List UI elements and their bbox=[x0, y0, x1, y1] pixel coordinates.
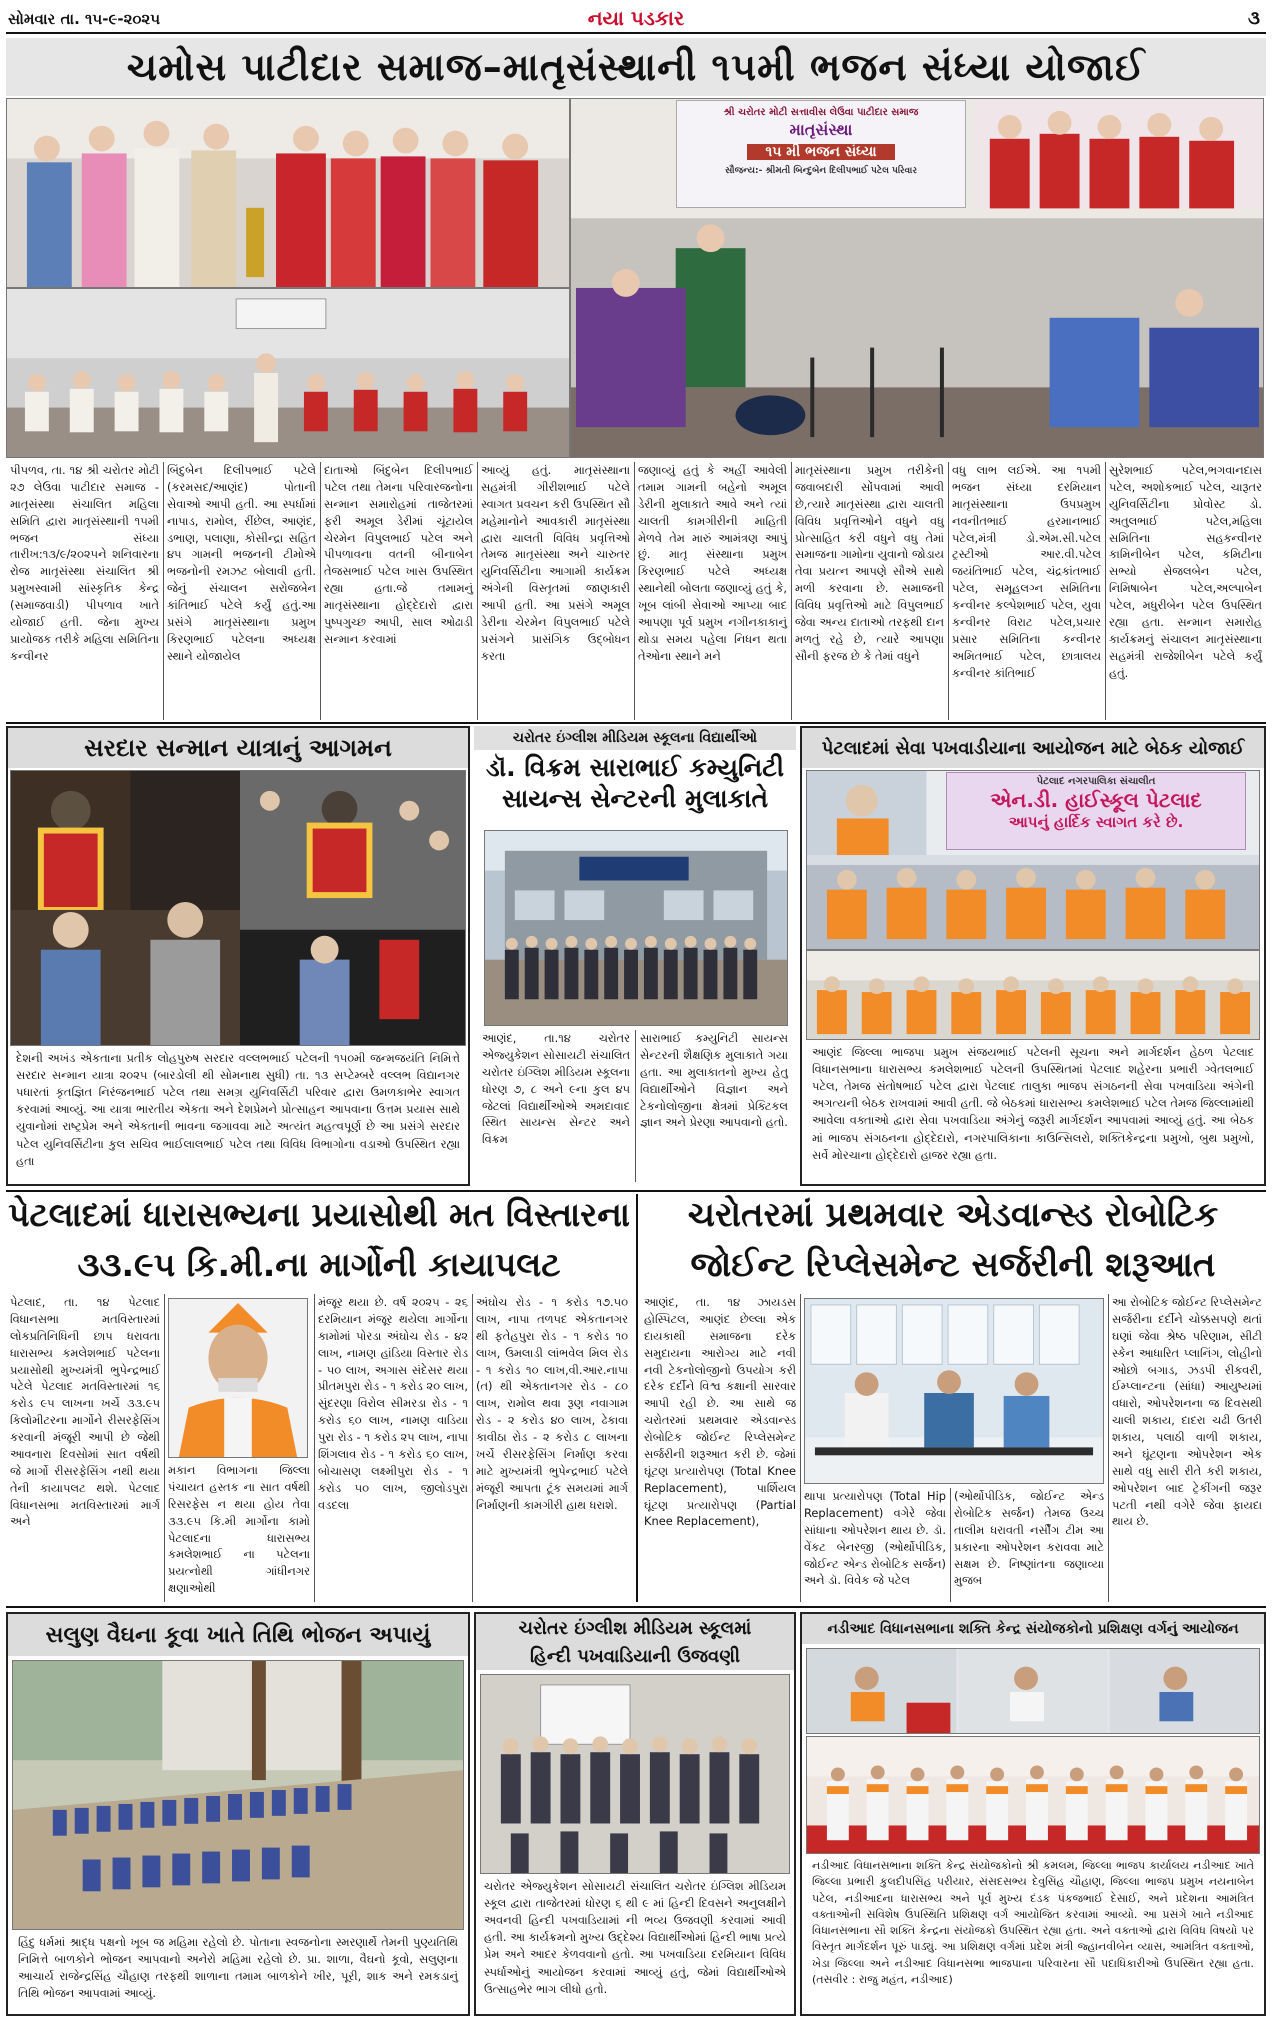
banner-line-2: માતૃસંસ્થા bbox=[789, 120, 853, 139]
story6-col-3: (ઓર્થોપીડિક, જોઈન્ટ એન્ડ રોબોટિક સર્જન) તેમજ ઉચ્ચ તાલીમ ધરાવતી નર્સીંગ ટીમ આ પ્રકારના ઓપરેશન કરાવવા માટે સક્ષમ છે. નિષ્ણાંતના જણાવ્યા મુજબ bbox=[954, 1489, 1104, 1588]
story1-photo-hall bbox=[6, 288, 570, 458]
story1-col-5: જણાવ્યું હતું કે અહીં આવેલી તમામ ગામની બહેનો અમૂલ ડેરીની મુલાકાતે આવે અને ત્યાં ચાલતી કામગીરીની માહિતી મેળવે તેમ મારું આમંત્રણ આપું છું. માતૃ સંસ્થાના પ્રમુખ કિરણભાઈ પટેલે અધ્યક્ષ સ્થાનેથી બોલતા જણાવ્યું હતું કે, ખૂબ લાંબી સેવાઓ આપ્યા બાદ આપણા પૂર્વ પ્રમુખ નગીનકાકાનું થોડા સમય પહેલા નિધન થતા તેઓના સ્થાને મને bbox=[638, 463, 787, 663]
story6-headline-1: ચરોતરમાં પ્રથમવાર એડવાન્સ્ડ રોબોટિક bbox=[687, 1195, 1219, 1235]
story2-photo bbox=[10, 770, 466, 1046]
story8-headline-2: હિન્દી પખવાડિયાની ઉજવણી bbox=[476, 1642, 794, 1670]
story6-col-2: થાપા પ્રત્યારોપણ (Total Hip Replacement) વગેરે જેવા સાંધાના ઓપરેશન થાય છે. ડૉ. વેંકટ બેનરજી (ઓર્થોપીડિક, જોઈન્ટ એન્ડ રોબોટિક સર્જન) અને ડૉ. વિવેક જે પટેલ bbox=[804, 1489, 946, 1588]
banner-line-1: શ્રી ચરોતર મોટી સત્તાવીસ લેઉવા પાટીદાર સમાજ bbox=[723, 107, 919, 118]
story1-col-2: બિંદુબેન દિલીપભાઈ પટેલે (કરમસદ/આણંદ) પોતાની સેવાઓ આપી હતી. આ સ્પર્ધામાં નાપાડ, રામોલ, રીંછેલ, આણંદ, ડભાણ, પલાણા, કોસીન્દ્રા સહિત ૪૫ ગામની ભજનની ટીમોએ ભજનોની રમઝટ બોલાવી હતી. જેનું સંચાલન સરોજબેન કાંતિભાઈ પટેલે કર્યું હતું.આ પ્રસંગે માતૃસંસ્થાના પ્રમુખ કિરણભાઈ પટેલના અધ્યક્ષ સ્થાને યોજાયેલ bbox=[167, 463, 316, 663]
story8-caption: ચરોતર એજ્યુકેશન સોસાયટી સંચાલિત ચરોતર ઇંગ્લિશ મીડિયમ સ્કૂલ દ્વારા તાજેતરમાં ધોરણ ૬ થી ૯ માં હિન્દી દિવસને અનુલક્ષીને અવનવી હિન્દી પખવાડિયામાં ની ભવ્ય ઉજવણી કરવામાં આવી હતી. આ કાર્યક્રમનો મુખ્ય ઉદ્દેશ્ય વિદ્યાર્થીઓમાં હિન્દી ભાષા પ્રત્યે પ્રેમ અને આદર કેળવવાનો હતો. આ પખવાડિયા દરમિયાન વિવિધ સ્પર્ધાઓનું આયોજન કરવામાં આવ્યું હતું, જેમાં વિદ્યાર્થીઓએ ઉત્સાહભેર ભાગ લીધો હતો. bbox=[484, 1879, 786, 1996]
story6-col-1: આણંદ, તા. ૧૪ ઝાયડસ હોસ્પિટલ, આણંદ છેલ્લા એક દાયકાથી સમાજના દરેક સમુદાયના આરોગ્ય માટે નવી નવી ટેકનોલોજીનો ઉપયોગ કરી દરેક દર્દીને વિશ્વ કક્ષાની સારવાર આપી રહી છે. આ સાથે જ ચરોતરમાં પ્રથમવાર એડવાન્સ્ડ રોબોટિક જોઈન્ટ રિપ્લેસમેન્ટ સર્જરીની શરૂઆત કરી છે. જેમાં ઘૂંટણ પ્રત્યારોપણ (Total Knee Replacement), પાર્શિયલ ઘૂંટણ પ્રત્યારોપણ (Partial Knee Replacement), bbox=[644, 1295, 796, 1529]
story7-headline: સલુણ વૈઘના કૂવા ખાતે તિથિ ભોજન અપાયું bbox=[8, 1614, 468, 1656]
story1-col-7: વધુ લાભ લઈએ. આ ૧૫મી ભજન સંધ્યા દરમિયાન માતૃસંસ્થાના ઉપપ્રમુખ નવનીતભાઈ હરમાનભાઈ પટેલ,મંત્રી ડો.એમ.સી.પટેલ ટ્રસ્ટીઓ આર.વી.પટેલ જયંતિભાઈ પટેલ, ચંદ્રકાંતભાઈ પટેલ, સમૂહલગ્ન સમિતિના કન્વીનર કલ્પેશભાઈ પટેલ, યુવા કન્વીનર વિરાટ પટેલ,પ્રચાર પ્રસાર સમિતિના કન્વીનર અમિતભાઈ પટેલ, છાત્રાલય કન્વીનર કાંતિભાઈ bbox=[952, 463, 1101, 680]
banner-line-3: ૧૫ મી ભજન સંધ્યા bbox=[747, 144, 895, 160]
story1-body bbox=[6, 462, 1266, 720]
story8-photo bbox=[480, 1674, 790, 1874]
banner-main: એન.ડી. હાઈસ્કૂલ પેટલાદ bbox=[990, 788, 1202, 812]
story5-photo-mla bbox=[168, 1298, 308, 1458]
page-number: ૩ bbox=[1248, 8, 1260, 29]
story3-col-2: સારાભાઈ કમ્યુનિટી સાયન્સ સેન્ટરની શૈક્ષણિક મુલાકાતે ગયા હતા. આ મુલાકાતનો મુખ્ય હેતુ વિદ્યાર્થીઓને વિજ્ઞાન અને ટેકનોલોજીના ક્ષેત્રમાં પ્રેક્ટિકલ જ્ઞાન અને પ્રેરણા આપવાનો હતો. bbox=[640, 1031, 788, 1130]
story7-caption: હિંદુ ધર્મમાં શ્રાદ્ધ પક્ષનો ખૂબ જ મહિમા રહેલો છે. પોતાના સ્વજનોના સ્મરણાર્થે તેમની પુણ્યતિથિ નિમિત્તે બાળકોને ભોજન આપવાનો અનેરો મહિમા રહેલો છે. પ્રા. શાળા, વૈઘનો કૂવો, સલુણના આચાર્ય રાજેન્દ્રસિંહ ચૌહાણ તરફથી શાળાના તમામ બાળકોને ખીર, પૂરી, શાક અને રમકડાનું તિથિ ભોજન આપવામાં આવ્યું. bbox=[18, 1935, 458, 2001]
masthead bbox=[6, 4, 1266, 34]
story3-headline: ડૉ. વિક્રમ સારાભાઈ કમ્યુનિટી સાયન્સ સેન્ટરની મુલાકાતે bbox=[485, 753, 784, 814]
story1-stage-banner bbox=[676, 100, 966, 208]
story1-headline: ચમોસ પાટીદાર સમાજ–માતૃસંસ્થાની ૧૫મી ભજન સંધ્યા યોજાઈ bbox=[6, 38, 1266, 96]
story1-col-1: પીપળવ, તા. ૧૪ શ્રી ચરોતર મોટી ૨૭ લેઉવા પાટીદાર સમાજ - માતૃસંસ્થા સંચાલિત મહિલા સમિતિ દ્વારા માતૃસંસ્થાની ૧૫મી ભજન સંધ્યા તારીખ:૧૩/૯/૨૦૨૫ને શનિવારના રોજ માતૃસંસ્થા સંચાલિત શ્રી પ્રમુખસ્વામી સાંસ્કૃતિક કેન્દ્ર (સમાજવાડી) પીપળાવ ખાતે યોજાઈ હતી. જેના મુખ્ય પ્રાયોજક તરીકે મહિલા સમિતિના કન્વીનર bbox=[10, 463, 159, 663]
story4-stage-banner bbox=[946, 772, 1246, 850]
story9-photo-speakers bbox=[806, 1648, 1260, 1734]
story1-photo-guests bbox=[6, 98, 570, 288]
story6-col-4: આ રોબોટિક જોઈન્ટ રિપ્લેસમેન્ટ સર્જરીના દર્દીને ચોક્કસપણે થતાં ઘણાં જેવા શ્રેષ્ઠ પરિણામ, સીટી સ્કેન આધારિત પ્લાનિંગ, લોહીનો ઓછો બગાડ, ઝડપી રીકવરી, ઈમ્પ્લાન્ટના (સાંધા) આયુષ્યમાં વધારો, ઓપરેશનના જ દિવસથી ચાલી શકાય, દાદરા ચઢી ઉતરી શકાય, પલાઠી વાળી શકાય, અને ઘૂંટણના ઓપરેશન એક સાથે વધુ સારી રીતે કરી શકાય, ઓપરેશન બાદ ટ્રેકીંગની જરૂર પટતી નથી વગેરે જેવા ફાયદા થાય છે. bbox=[1112, 1295, 1262, 1529]
story6-photo-doctors bbox=[804, 1298, 1104, 1484]
story1-col-3: દાતાઓ બિંદુબેન દિલીપભાઈ પટેલ તથા તેમના પરિવારજનોના સન્માન સમારોહમાં તાજેતરમાં ફરી અમૂલ ડેરીમાં ચૂંટાયેલ ચેરમેન વિપુલભાઈ પટેલ અને પીપળાવના વતની બીનાબેન તેજસભાઈ પટેલ ખાસ ઉપસ્થિત રહ્યા હતા.જે તમામનું માતૃસંસ્થાના હોદ્દેદારો દ્વારા પુષ્પગુચ્છ આપી, સાલ ઓઢાડી સન્માન કરવામાં bbox=[324, 463, 473, 646]
story9-headline: નડીઆદ વિધાનસભાના શક્તિ કેન્દ્ર સંયોજકોનો પ્રશિક્ષણ વર્ગનું આયોજન bbox=[802, 1614, 1264, 1644]
banner-small: પેટલાદ નગરપાલિકા સંચાલીત bbox=[1036, 776, 1156, 787]
story3-photo bbox=[484, 830, 788, 1026]
banner-sub: આપનું હાર્દિક સ્વાગત કરે છે. bbox=[1008, 813, 1184, 831]
banner-line-4: સૌજન્ય:- શ્રીમતી બિન્દુબેન દિલીપભાઈ પટેલ પરિવાર bbox=[724, 166, 918, 176]
story4-caption: આણંદ જિલ્લા ભાજપા પ્રમુખ સંજયભાઈ પટેલની સૂચના અને માર્ગદર્શન હેઠળ પેટલાદ વિધાનસભાના ધારાસભ્ય કમલેશભાઈ પટેલની ઉપસ્થિતમાં પેટલાદ શહેરના પ્રભારી ગ્વેતલભાઈ પટેલ, તેમજ સંતોષભાઈ પટેલ દ્વારા પેટલાદ તાલુકા ભાજપ સંગઠનની સેવા પખવાડિયા અંગેની અગત્યની બેઠક રાખવામાં આવી હતી. જે બેઠકમાં ધારાસભ્ય કમલેશભાઈ પટેલ તેમજ જિલ્લામાંથી આવેલા વક્તાઓ દ્વારા સેવા પખવાડિયા અંગેનું જરૂરી માર્ગદર્શન આપવામાં આવ્યું હતું. આ બેઠક માં ભાજપ સંગઠનના હોદ્દેદારો, નગરપાલિકાના કાઉન્સિલરો, શક્તિકેન્દ્રના પ્રમુખો, બુથ પ્રમુખો, સર્વે મોરચાના હોદ્દેદારો હાજર રહ્યા હતા. bbox=[812, 1045, 1254, 1162]
story1-col-6: માતૃસંસ્થાના પ્રમુખ તરીકેની જવાબદારી સોંપવામાં આવી છે,ત્યારે માતૃસંસ્થા દ્વારા ચાલતી વિવિધ પ્રવૃત્તિઓને વધુને વધુ પ્રોત્સાહિત કરી વધુને વધુ તેમાં સમાજના ગામોના યુવાનો જોડાય તેવા પ્રયત્ન આપણે સૌએ સાથે મળી કરવાના છે. સમાજની વિવિધ પ્રવૃત્તિઓ માટે વિપુલભાઈ જેવા અન્ય દાતાઓ તરફથી દાન મળતું રહે છે, ત્યારે આપણા સૌની ફરજ છે કે તેમાં વધુને bbox=[795, 463, 944, 663]
story5-col-4: અંઘોચ રોડ - ૧ કરોડ ૧૭.૫૦ લાખ, નાપા તળપદ એકતાનગર થી ફતેહપુરા રોડ - ૧ કરોડ ૧૦ લાખ, ઉમલાડી લાંભવેલ મિલ રોડ - ૧ કરોડ ૧૦ લાખ,વી.આર.નાપા (ત) થી એકતાનગર રોડ - ૮૦ લાખ, રામોલ થવા રૂણ નવાગામ રોડ - ૨ કરોડ ૪૦ લાખ, ઢેકાવા કાવીઠા રોડ - ૨ કરોડ ૮ લાખના ખર્ચે રીસરફેસિંગ નિર્માણ કરવા માટે મુખ્યમંત્રી ભુપેન્દ્રભાઈ પટેલે મંજૂરી આપતા ટૂંક સમયમાં માર્ગ નિર્માણની કામગીરી હાથ ધરાશે. bbox=[476, 1295, 628, 1512]
story8-headline-1: ચરોતર ઇંગ્લીશ મીડિયમ સ્કૂલમાં bbox=[476, 1614, 794, 1642]
story5-col-2: મકાન વિભાગના જિલ્લા પંચાયત હસ્તક ના સાત વર્ષથી રિસરફેસ ન થયા હોય તેવા ૩૩.૯૫ કિ.મી માર્ગોના કામો પેટલાદના ધારાસભ્ય કમલેશભાઈ ના પટેલના પ્રયત્નોથી ગાંધીનગર ક્ષણાઓથી bbox=[168, 1463, 310, 1596]
newspaper-title: નયા પડકાર bbox=[587, 6, 685, 30]
story3-kicker: ચરોતર ઇંગ્લીશ મીડિયમ સ્કૂલના વિદ્યાર્થીઓ bbox=[474, 726, 796, 750]
story4-photo-bottom bbox=[806, 950, 1260, 1040]
story9-photo-group bbox=[806, 1736, 1260, 1854]
story1-col-8: સુરેશભાઈ પટેલ,ભગવાનદાસ પટેલ, અશોકભાઈ પટેલ, ચારૂતર યુનિવર્સિટીના પ્રોવોસ્ટ ડો. અતુલભાઈ પટેલ,મહિલા સમિતિના સહકન્વીનર કામિનીબેન પટેલ, કમિટીના સભ્યો સેજલબેન પટેલ, નિમિષાબેન પટેલ,અલ્પાબેન પટેલ, મધુરીબેન પટેલ ઉપસ્થિત રહ્યા હતા. સન્માન સમારોહ કાર્યક્રમનું સંચાલન માતૃસંસ્થાના સહમંત્રી રાજેશીબેન પટેલે કર્યું હતું. bbox=[1109, 463, 1262, 680]
story5-headline-1: પેટલાદમાં ધારાસભ્યના પ્રયાસોથી મત વિસ્તારના bbox=[8, 1195, 630, 1234]
story4-headline: પેટલાદમાં સેવા પખવાડીયાના આયોજન માટે બેઠક યોજાઈ bbox=[802, 728, 1264, 768]
story2-caption: દેશની અખંડ એકતાના પ્રતીક લોહપુરુષ સરદાર વલ્લભભાઈ પટેલની ૧૫૦મી જન્મજયંતિ નિમિત્તે સરદાર સન્માન યાત્રા ૨૦૨૫ (બારડોલી થી સોમનાથ સુધી) તા. ૧૩ સપ્ટેમ્બરે વલ્લભ વિદ્યાનગર પધારતાં કૃતજ્ઞિત નિરંજનભાઈ પટેલ તથા સમગ્ર યુનિવર્સિટી પરિવાર દ્વારા ઉમળકાભેર સ્વાગત કરવામાં આવ્યું. આ યાત્રા ભારતીય એકતા અને દેશપ્રેમને પ્રોત્સાહન આપવાના ઉત્તમ પ્રયાસ સાથે યુવાનોમાં રાષ્ટ્રપ્રેમ અને એકતાની ભાવના જગાવવા માટે અત્યંત મહત્વપૂર્ણ છે આ પ્રસંગે સરદાર પટેલ યુનિવર્સિટીના કુલ સચિવ ભાઈલાલભાઈ પટેલ તથા વિવિધ વિભાગોના વડાઓ ઉપસ્થિત રહ્યા હતા bbox=[16, 1051, 460, 1168]
story5-headline-2: ૩૩.૯૫ કિ.મી.ના માર્ગોની કાયાપલટ bbox=[77, 1245, 561, 1284]
story2-headline: સરદાર સન્માન યાત્રાનું આગમન bbox=[8, 728, 468, 768]
story3-col-1: આણંદ, તા.૧૪ ચરોતર એજ્યુકેશન સોસાયટી સંચાલિત ચરોતર ઇંગ્લિશ મીડિયમ સ્કૂલના ધોરણ ૭, ૮ અને ૯ના કુલ ૪૫ જેટલાં વિદ્યાર્થીઓએ અમદાવાદ સ્થિત સાયન્સ સેન્ટર અને વિક્રમ bbox=[482, 1031, 630, 1147]
issue-date: સોમવાર તા. ૧૫-૯-૨૦૨૫ bbox=[8, 10, 161, 28]
story5-col-3: મંજૂર થયા છે. વર્ષ ૨૦૨૫ - ૨૬ દરમિયાન મંજૂર થયેલા માર્ગોના કામોમાં પોરડા અંઘોચ રોડ - ૪૨ લાખ, નામણ હાંડિયા વિસ્તાર રોડ - ૫૦ લાખ, અગાસ સંદેસર થયા પ્રીતમપુરા રોડ - ૧ કરોડ ૨૦ લાખ, સુંદરણા વિરોલ સીમરડા રોડ - ૧ કરોડ ૬૦ લાખ, નામણ વાડિયા પુરા રોડ - ૧ કરોડ ૨૫ લાખ, નાપા શિંગલાવ રોડ - ૧ કરોડ ૬૦ લાખ, બોચાસણ લક્ષ્મીપુરા રોડ - ૧ કરોડ ૫૦ લાખ, જીલોડપુરા વડદલા bbox=[318, 1295, 468, 1512]
story5-col-1: પેટલાદ, તા. ૧૪ પેટલાદ વિધાનસભા મતવિસ્તારમાં લોકપ્રતિનિધિની છાપ ધરાવતા ધારાસભ્ય કમલેશભાઈ પટેલના પ્રયાસોથી મુખ્યમંત્રી ભુપેન્દ્રભાઈ પટેલે પેટલાદ મતવિસ્તારમાં ૧૬ કરોડ ૯૫ લાખના ખર્ચે ૩૩.૯૫ કિલોમીટરના માર્ગોને રીસરફેસિંગ કરવાની મંજૂરી આપી છે જેથી આવનારા દિવસોમાં સાત વર્ષથી જે માર્ગો રીસરફેસિંગ નથી થયા તેની કાયાપલટ થશે. પેટલાદ વિધાનસભા મતવિસ્તારમાં માર્ગ અને bbox=[10, 1295, 160, 1529]
story7-photo bbox=[12, 1660, 464, 1930]
story6-headline-2: જોઈન્ટ રિપ્લેસમેન્ટ સર્જરીની શરૂઆત bbox=[690, 1245, 1216, 1285]
story9-caption: નડીઆદ વિધાનસભાના શક્તિ કેન્દ્ર સંયોજકોનો શ્રી કમલમ, જિલ્લા ભાજપ કાર્યાલય નડીઆદ ખાતે જિલ્લા પ્રભારી કુલદીપસિંહ પરીયાર, સંસદસભ્ય દેવુસિંહ ચૌહાણ, જિલ્લા ભાજપ પ્રમુખ નયનાબેન પટેલ, નડીઆદના ધારાસભ્ય અને પૂર્વ મુખ્ય દંડક પંકજભાઈ દેસાઈ, અને પ્રદેશના આમંત્રિત વક્તાઓની સવિશેષ ઉપસ્થિતિ પ્રશિક્ષણ વર્ગ આયોજિત કરવામાં આવ્યો. આ પ્રસંગે ખાતે નડીઆદ વિધાનસભાના સૌ શક્તિ કેન્દ્રના સંયોજકો ઉપસ્થિત રહ્યા હતા. અને વક્તાઓ દ્વારા વિવિધ વિષયો પર વિસ્તૃત માર્ગદર્શન પૂરું પાડ્યું. આ પ્રશિક્ષણ વર્ગમાં પ્રદેશ મંત્રી જ્હાનવીબેન વ્યાસ, આમંત્રિત વક્તાઓ, ખેડા જિલ્લા અને નડીઆદ વિધાનસભા ભાજપાના પરિવારના સૌ પદાધિકારીઓ ઉપસ્થિત રહ્યા હતા. (તસવીર : રાજુ મહંત, નડીઆદ) bbox=[812, 1859, 1254, 1986]
story1-col-4: આવ્યું હતું. માતૃસંસ્થાના સહમંત્રી ગીરીશભાઈ પટેલે સ્વાગત પ્રવચન કરી ઉપસ્થિત સૌ મહેમાનોને આવકારી માતૃસંસ્થા દ્વારા ચાલતી વિવિધ પ્રવૃત્તિઓ તેમજ માતૃસંસ્થા અને ચારુતર યુનિવર્સિટીના આગામી કાર્યક્રમ અંગેની વિસ્તૃતમાં જાણકારી આપી હતી. આ પ્રસંગે અમૂલ ડેરીના ચેરમેન વિપુલભાઈ પટેલે પ્રસંગને પ્રાસંગિક ઉદ્બોધન કરતા bbox=[481, 463, 630, 663]
